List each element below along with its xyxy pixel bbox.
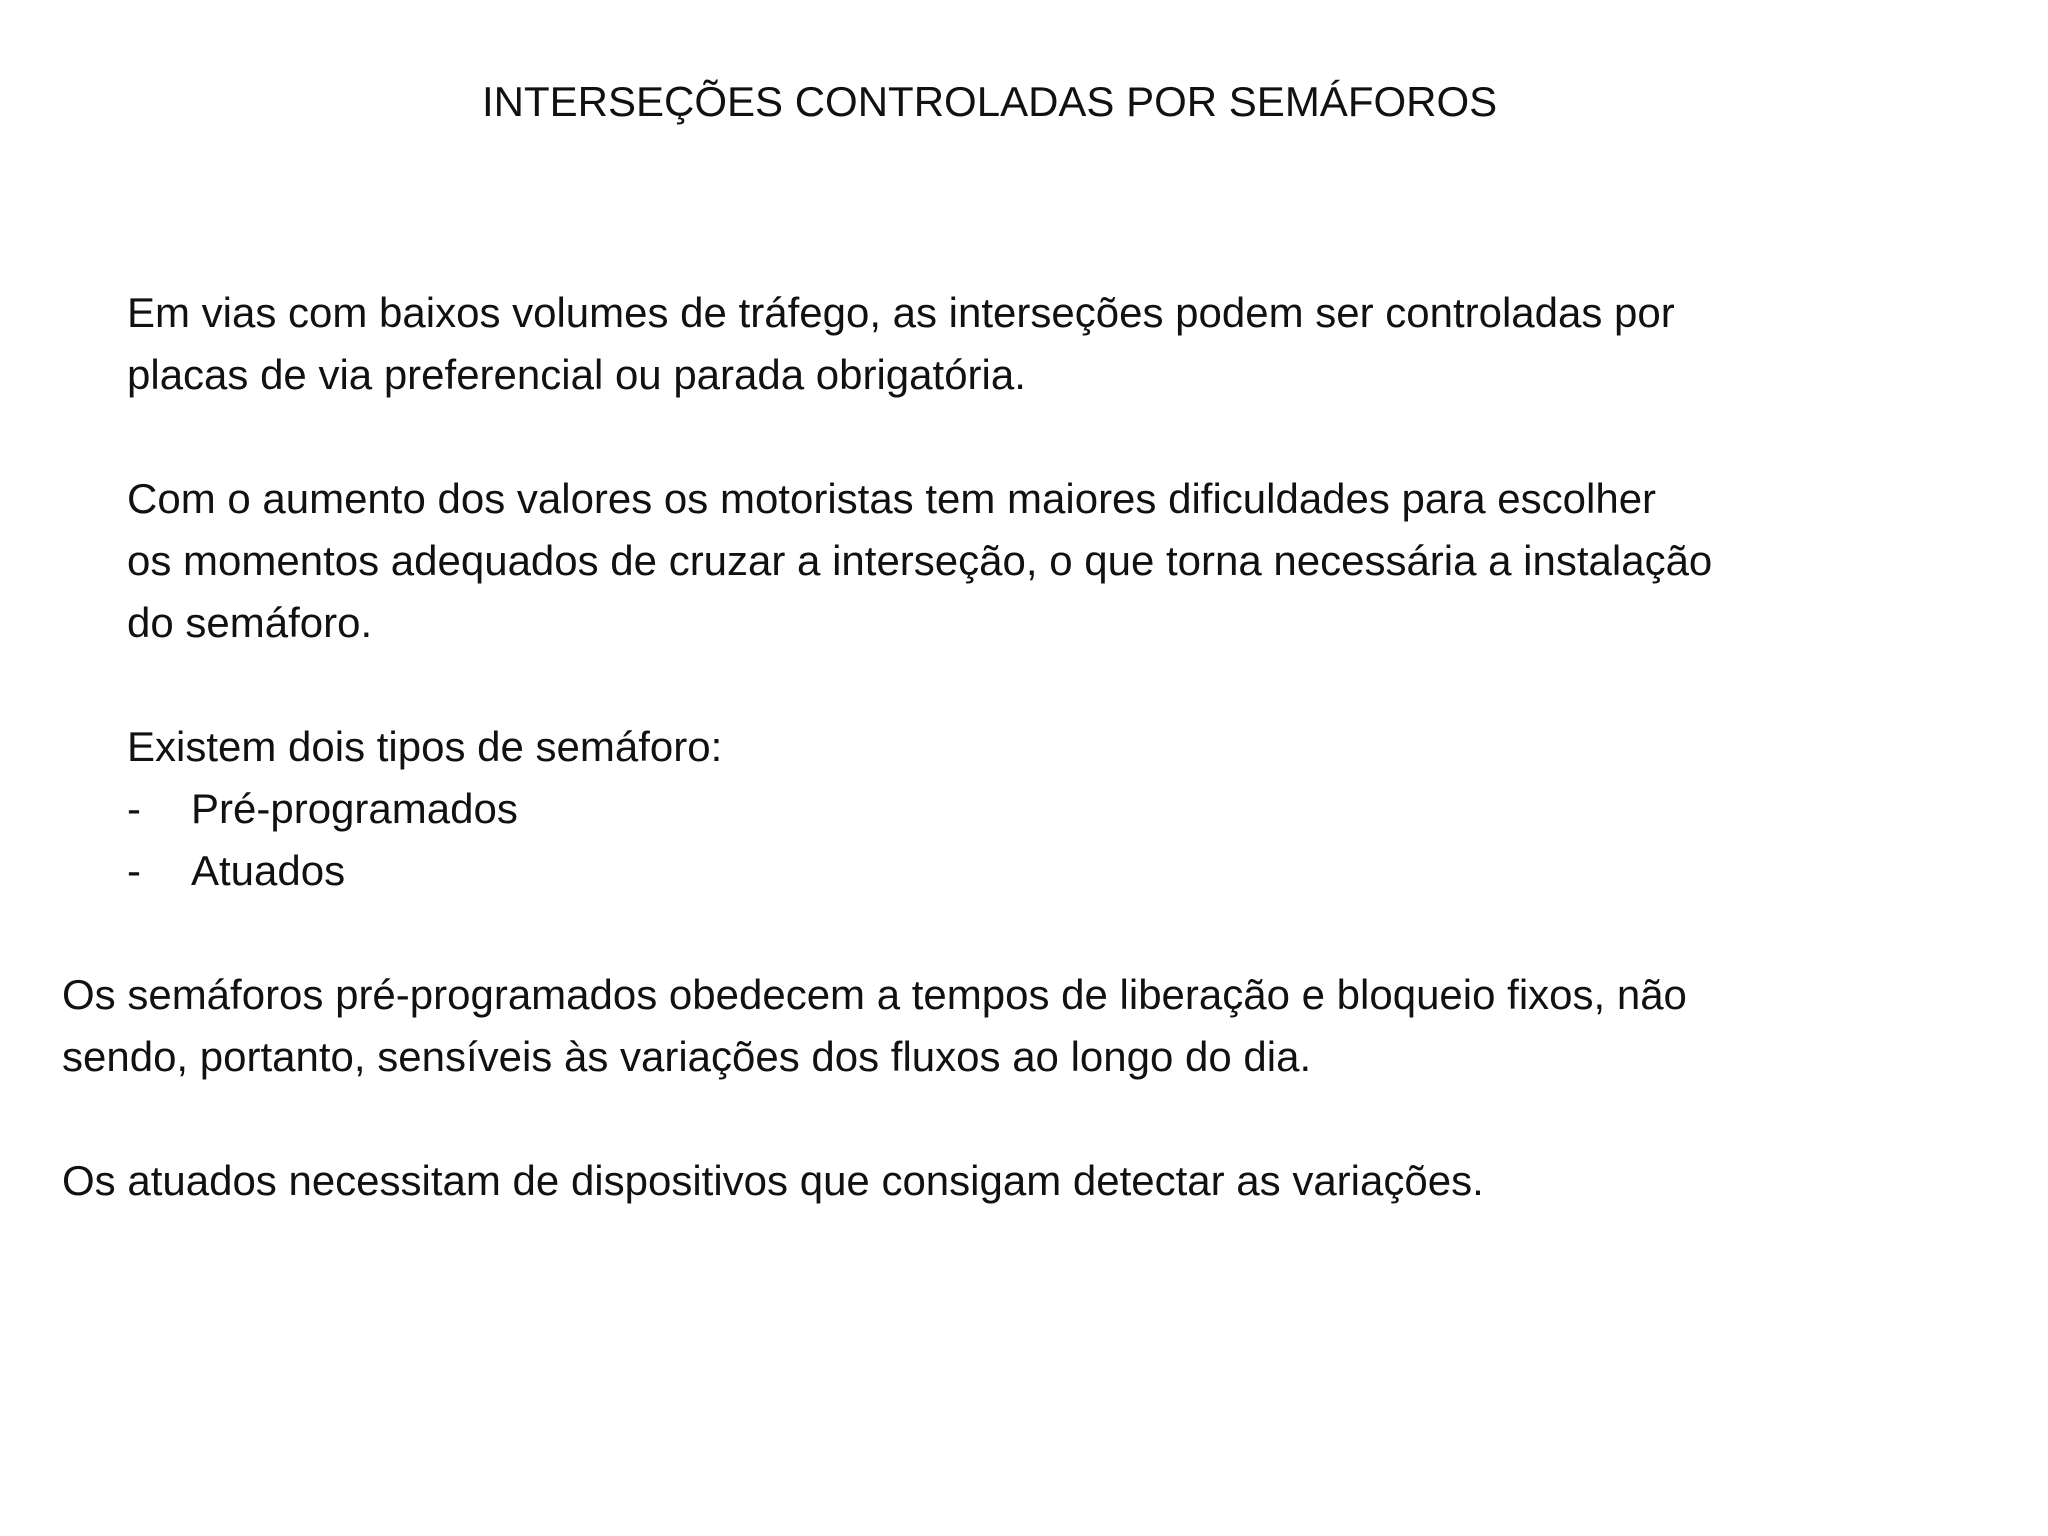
paragraph-preprogrammed — [62, 964, 1687, 1088]
paragraph-line: Os semáforos pré-programados obedecem a tempos de liberação e bloqueio fixos, não — [62, 971, 1687, 1018]
list-bullet: - — [127, 785, 141, 832]
paragraph-line: Em vias com baixos volumes de tráfego, as interseções podem ser controladas por — [127, 289, 1675, 336]
paragraph-line: do semáforo. — [127, 599, 373, 646]
paragraph-increase — [127, 468, 1712, 654]
paragraph-low-volume — [127, 282, 1675, 406]
list-item-text: Atuados — [191, 847, 346, 894]
list-item — [127, 840, 722, 902]
list-bullet: - — [127, 847, 141, 894]
list-item-text: Pré-programados — [191, 785, 518, 832]
paragraph-types — [127, 716, 722, 902]
paragraph-line: os momentos adequados de cruzar a interseção, o que torna necessária a instalação — [127, 537, 1713, 584]
paragraph-line: Com o aumento dos valores os motoristas tem maiores dificuldades para escolher — [127, 475, 1657, 522]
types-intro: Existem dois tipos de semáforo: — [127, 723, 723, 770]
types-list — [127, 778, 722, 902]
paragraph-line: sendo, portanto, sensíveis às variações dos fluxos ao longo do dia. — [62, 1033, 1312, 1080]
paragraph-line: placas de via preferencial ou parada obrigatória. — [127, 351, 1026, 398]
list-item — [127, 778, 722, 840]
slide-title: INTERSEÇÕES CONTROLADAS POR SEMÁFOROS — [482, 78, 1498, 125]
paragraph-line: Os atuados necessitam de dispositivos que consigam detectar as variações. — [62, 1157, 1484, 1204]
paragraph-actuated — [62, 1150, 1484, 1212]
